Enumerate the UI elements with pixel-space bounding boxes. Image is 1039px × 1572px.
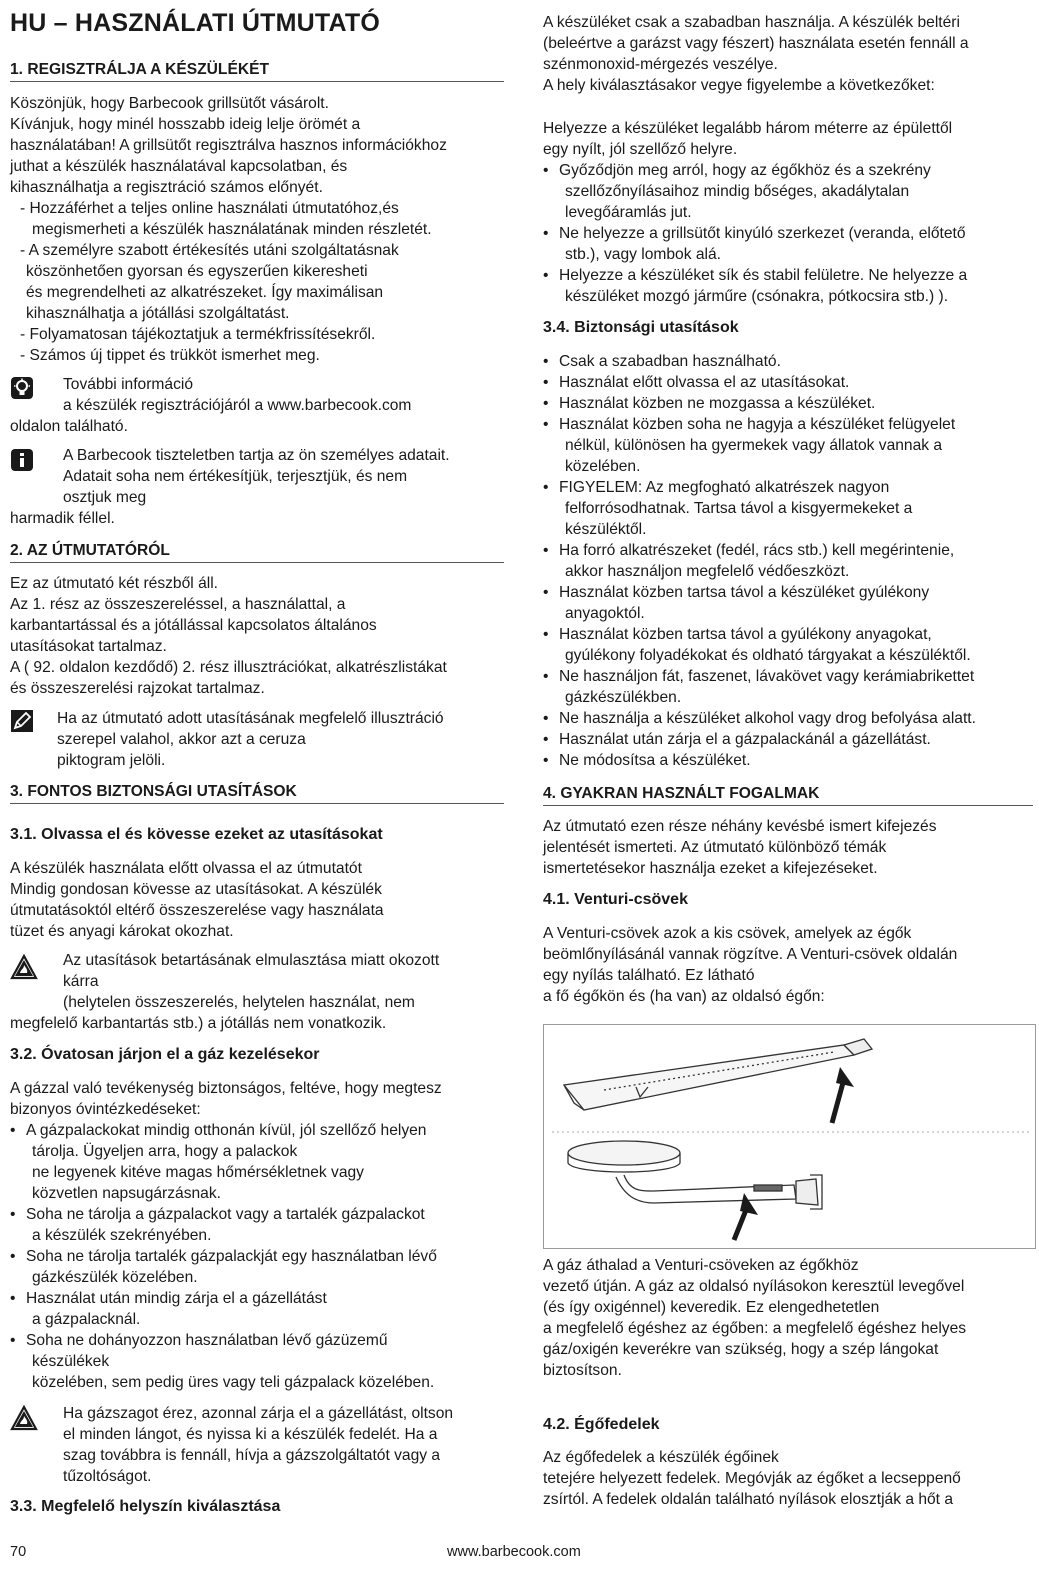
text-line: egy nyílt, jól szellőző helyre. — [543, 141, 738, 158]
text-line: gázkészülékben. — [565, 689, 682, 706]
text-line: kárra — [63, 973, 99, 990]
bullet-item: • Ne használja a készüléket alkohol vagy drog befolyása alatt. — [543, 709, 1033, 730]
venturi-tubes-figure — [543, 1024, 1036, 1249]
arrow-icon — [832, 1067, 854, 1123]
subsection-3-3-heading: 3.3. Megfelelő helyszín kiválasztása — [10, 1498, 281, 1515]
bullet-item: • Soha ne tárolja tartalék gázpalackját egy használatban lévő — [10, 1247, 504, 1268]
bullet-item: • Ne használjon fát, faszenet, lávakövet vagy kerámiabrikettet — [543, 667, 1033, 688]
text-line: oldalon található. — [10, 418, 128, 435]
subsection-4-1-heading: 4.1. Venturi-csövek — [543, 891, 688, 908]
text-line: egy nyílás található. Ez látható — [543, 967, 755, 984]
text-line: biztosítson. — [543, 1362, 622, 1379]
bullet-item: • Használat után mindig zárja el a gázellátást — [10, 1289, 504, 1310]
page-title: HU – HASZNÁLATI ÚTMUTATÓ — [10, 9, 381, 37]
section-1-heading: 1. REGISZTRÁLJA A KÉSZÜLÉKÉT — [10, 60, 504, 82]
side-burner — [568, 1141, 822, 1209]
text-line: tüzet és anyagi károkat okozhat. — [10, 923, 234, 940]
text-line: Kívánjuk, hogy minél hosszabb ideig lelje örömét a — [10, 116, 361, 133]
bullet-item: • Soha ne dohányozzon használatban lévő gázüzemű — [10, 1331, 504, 1352]
text-line: Az 1. rész az összeszereléssel, a használattal, a — [10, 596, 346, 613]
page-number: 70 — [10, 1544, 27, 1560]
text-line: vezető útján. A gáz az oldalsó nyílásokon keresztül levegővel — [543, 1278, 965, 1295]
subsection-3-2-heading: 3.2. Óvatosan járjon el a gáz kezelésekor — [10, 1046, 320, 1063]
bullet-item: • Ne módosítsa a készüléket. — [543, 751, 1033, 772]
text-line: Köszönjük, hogy Barbecook grillsütőt vásárolt. — [10, 95, 329, 112]
text-line: megfelelő karbantartás stb.) a jótállás nem vonatkozik. — [10, 1015, 387, 1032]
subsection-3-4-heading: 3.4. Biztonsági utasítások — [543, 319, 739, 336]
bullet-item: • Ne helyezze a grillsütőt kinyúló szerkezet (veranda, előtető — [543, 224, 1033, 245]
text-line: a megfelelő égéshez az égőben: a megfelelő égéshez helyes — [543, 1320, 967, 1337]
text-line: A gáz áthalad a Venturi-csöveken az égőkhöz — [543, 1257, 859, 1274]
text-line: közvetlen napsugárzásnak. — [32, 1185, 221, 1202]
bullet-item: • Használat előtt olvassa el az utasításokat. — [543, 373, 1033, 394]
text-line: stb.), vagy lombok alá. — [565, 246, 722, 263]
text-line: ne legyenek kitéve magas hőmérsékletnek vagy — [32, 1164, 364, 1181]
text-line: Ha gázszagot érez, azonnal zárja el a gázellátást, oltson — [63, 1405, 454, 1422]
text-line: - Hozzáférhet a teljes online használati útmutatóhoz,és — [20, 200, 399, 217]
text-line: utasításokat tartalmaz. — [10, 638, 167, 655]
text-line: készüléktől. — [565, 521, 647, 538]
text-line: nélkül, különösen ha gyermekek vagy állatok vannak a — [565, 437, 943, 454]
bullet-item: • Használat közben ne mozgassa a készüléket. — [543, 394, 1033, 415]
text-line: A Barbecook tiszteletben tartja az ön személyes adatait. — [63, 447, 450, 464]
text-line: és megrendelheti az alkatrészeket. Így maximálisan — [26, 284, 384, 301]
text-line: szénmonoxid-mérgezés veszélye. — [543, 56, 778, 73]
text-line: Ez az útmutató két részből áll. — [10, 575, 219, 592]
text-line: közelében. — [565, 458, 641, 475]
text-line: A hely kiválasztásakor vegye figyelembe a következőket: — [543, 77, 935, 94]
text-line: Az útmutató ezen része néhány kevésbé ismert kifejezés — [543, 818, 937, 835]
text-line: További információ — [63, 376, 194, 393]
text-line: tűzoltóságot. — [63, 1468, 152, 1485]
subsection-3-1-heading: 3.1. Olvassa el és kövesse ezeket az utasításokat — [10, 826, 383, 843]
text-line: gyúlékony folyadékokat és oldható tárgyakat a készüléktől. — [565, 647, 971, 664]
text-line: juthat a készülék használatával kapcsolatban, és — [10, 158, 348, 175]
text-line: a gázpalacknál. — [32, 1311, 141, 1328]
footer-url[interactable]: www.barbecook.com — [447, 1544, 581, 1560]
text-line: harmadik féllel. — [10, 510, 115, 527]
text-line: Adatait soha nem értékesítjük, terjesztjük, és nem — [63, 468, 408, 485]
text-line: készüléket mozgó járműre (csónakra, pótkocsira stb.) ). — [565, 288, 949, 305]
text-line: Helyezze a készüléket legalább három méterre az épülettől — [543, 120, 953, 137]
text-line: el minden lángot, és nyissa ki a készülék fedelét. Ha a — [63, 1426, 438, 1443]
text-line: készülékek — [32, 1353, 110, 1370]
bullet-item: • Használat közben soha ne hagyja a készüléket felügyelet — [543, 415, 1033, 436]
text-line: közelében, sem pedig üres vagy teli gázpalack közelében. — [32, 1374, 435, 1391]
bullet-item: • Ha forró alkatrészeket (fedél, rács stb.) kell megérintenie, — [543, 541, 1033, 562]
text-line: A készülék használata előtt olvassa el az útmutatót — [10, 860, 362, 877]
text-line: használatában! A grillsütőt regisztrálva hasznos információkhoz — [10, 137, 447, 154]
text-line: Ha az útmutató adott utasításának megfelelő illusztráció — [57, 710, 444, 727]
text-line: gázkészülék közelében. — [32, 1269, 198, 1286]
venturi-illustration — [544, 1025, 1037, 1250]
bullet-item: • Használat közben tartsa távol a gyúlékony anyagokat, — [543, 625, 1033, 646]
section-4-heading: 4. GYAKRAN HASZNÁLT FOGALMAK — [543, 784, 1033, 806]
text-line: tetejére helyezett fedelek. Megóvják az égőket a lecseppenő — [543, 1470, 961, 1487]
text-line: (helytelen összeszerelés, helytelen használat, nem — [63, 994, 415, 1011]
text-line: a készülék regisztrációjáról a www.barbecook.com — [63, 397, 412, 414]
text-line: - Folyamatosan tájékoztatjuk a termékfrissítésekről. — [20, 326, 376, 343]
text-line: piktogram jelöli. — [57, 752, 166, 769]
text-line: akkor használjon megfelelő védőeszközt. — [565, 563, 850, 580]
text-line: zsírtól. A fedelek oldalán található nyílások elosztják a hőt a — [543, 1491, 954, 1508]
text-line: Az utasítások betartásának elmulasztása miatt okozott — [63, 952, 440, 969]
bullet-item: • A gázpalackokat mindig otthonán kívül, jól szellőző helyen — [10, 1121, 504, 1142]
main-burner-tube — [564, 1039, 872, 1110]
text-line: szellőzőnyílásaihoz mindig bőséges, akadálytalan — [565, 183, 910, 200]
text-line: Mindig gondosan kövesse az utasításokat. A készülék — [10, 881, 382, 898]
text-line: anyagoktól. — [565, 605, 645, 622]
text-line: (és így oxigénnel) keveredik. Ez elengedhetetlen — [543, 1299, 880, 1316]
text-line: (beleértve a garázst vagy fészert) használata esetén fennáll a — [543, 35, 969, 52]
text-line: levegőáramlás jut. — [565, 204, 692, 221]
bullet-item: • Soha ne tárolja a gázpalackot vagy a tartalék gázpalackot — [10, 1205, 504, 1226]
text-line: A Venturi-csövek azok a kis csövek, amelyek az égők — [543, 925, 912, 942]
text-line: kihasználhatja a regisztráció számos előnyét. — [10, 179, 323, 196]
subsection-4-2-heading: 4.2. Égőfedelek — [543, 1416, 660, 1433]
text-line: karbantartással és a jótállással kapcsolatos általános — [10, 617, 377, 634]
bullet-item: • FIGYELEM: Az megfogható alkatrészek nagyon — [543, 478, 1033, 499]
text-line: szerepel valahol, akkor azt a ceruza — [57, 731, 306, 748]
section-3-heading: 3. FONTOS BIZTONSÁGI UTASÍTÁSOK — [10, 782, 504, 804]
bullet-item: • Helyezze a készüléket sík és stabil felületre. Ne helyezze a — [543, 266, 1033, 287]
bullet-item: • Csak a szabadban használható. — [543, 352, 1033, 373]
text-line: a készülék szekrényében. — [32, 1227, 212, 1244]
text-line: jelentését ismerteti. Az útmutató különböző témák — [543, 839, 887, 856]
text-line: tárolja. Ügyeljen arra, hogy a palackok — [32, 1143, 298, 1160]
text-line: a fő égőkön és (ha van) az oldalsó égőn: — [543, 988, 825, 1005]
text-line: szag továbbra is fennáll, hívja a gázszolgáltatót vagy a — [63, 1447, 441, 1464]
text-line: A ( 92. oldalon kezdődő) 2. rész illusztrációkat, alkatrészlistákat — [10, 659, 447, 676]
text-line: bizonyos óvintézkedéseket: — [10, 1101, 201, 1118]
section-2-heading: 2. AZ ÚTMUTATÓRÓL — [10, 541, 504, 563]
text-line: köszönhetően gyorsan és egyszerűen kikeresheti — [26, 263, 368, 280]
text-line: - A személyre szabott értékesítés utáni szolgáltatásnak — [20, 242, 399, 259]
text-line: gáz/oxigén keverékre van szükség, hogy a szép lángokat — [543, 1341, 939, 1358]
text-line: kihasználhatja a jótállási szolgáltatást. — [26, 305, 290, 322]
text-line: Az égőfedelek a készülék égőinek — [543, 1449, 779, 1466]
text-line: ismertetésekor használja ezeket a kifejezéseket. — [543, 860, 878, 877]
text-line: felforrósodhatnak. Tartsa távol a kisgyermekeket a — [565, 500, 913, 517]
text-line: osztjuk meg — [63, 489, 147, 506]
text-line: útmutatásoktól eltérő összeszerelése vagy használata — [10, 902, 384, 919]
text-line: A gázzal való tevékenység biztonságos, feltéve, hogy megtesz — [10, 1080, 442, 1097]
text-line: beömlőnyílásánál vannak rögzítve. A Venturi-csövek oldalán — [543, 946, 958, 963]
bullet-item: • Győződjön meg arról, hogy az égőkhöz és a szekrény — [543, 161, 1033, 182]
bullet-item: • Használat közben tartsa távol a készüléket gyúlékony — [543, 583, 1033, 604]
text-line: megismerheti a készülék használatának minden részletét. — [32, 221, 432, 238]
text-line: A készüléket csak a szabadban használja. A készülék beltéri — [543, 14, 960, 31]
bullet-item: • Használat után zárja el a gázpalackánál a gázellátást. — [543, 730, 1033, 751]
text-line: és összeszerelési rajzokat tartalmaz. — [10, 680, 265, 697]
text-line: - Számos új tippet és trükköt ismerhet meg. — [20, 347, 320, 364]
